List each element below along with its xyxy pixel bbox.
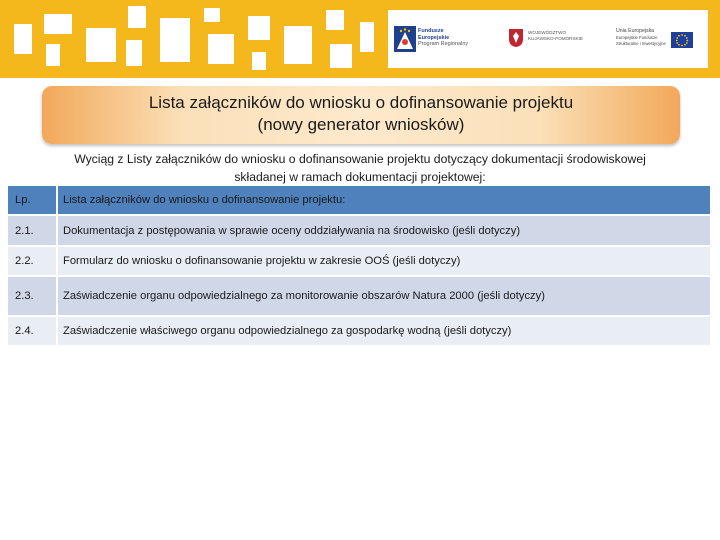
decor-square: [46, 44, 60, 66]
intro-line: Wyciąg z Listy załączników do wniosku o dofinansowanie projektu dotyczący dokumentacji środowiskowej: [74, 152, 646, 166]
decor-square: [128, 6, 146, 28]
logo-fe-line: Europejskie: [418, 34, 450, 41]
decor-square: [252, 52, 266, 70]
region-coat-of-arms-icon: [508, 28, 524, 48]
title-line: (nowy generator wniosków): [257, 115, 465, 134]
decor-square: [160, 18, 190, 62]
intro-text: [20, 150, 700, 186]
cell-lp: 2.1.: [8, 216, 56, 245]
header-cell-list: Lista załączników do wniosku o dofinansowanie projektu:: [58, 186, 710, 214]
decor-square: [326, 10, 344, 30]
decor-square: [86, 28, 116, 62]
decor-square: [14, 24, 32, 54]
decor-square: [204, 8, 220, 22]
decor-square: [208, 34, 234, 64]
eu-flag-icon: [671, 32, 693, 48]
logo-fe-line: Program Regionalny: [418, 41, 469, 47]
logo-fe-line: Fundusze: [418, 28, 444, 34]
cell-lp: 2.2.: [8, 247, 56, 275]
region-logo-text: [528, 30, 583, 42]
decor-square: [248, 16, 270, 40]
fundusze-europejskie-logo-text: [418, 28, 468, 48]
cell-lp: 2.4.: [8, 317, 56, 345]
logo-eu-sub: Strukturalne i Inwestycyjne: [616, 41, 666, 46]
logo-region-line: KUJAWSKO-POMORSKIE: [528, 36, 583, 41]
decor-square: [330, 44, 352, 68]
logo-region-line: WOJEWÓDZTWO: [528, 30, 567, 35]
attachments-table: [8, 186, 710, 347]
decor-square: [44, 14, 72, 34]
page-title: [42, 86, 680, 144]
cell-text: Formularz do wniosku o dofinansowanie projektu w zakresie OOŚ (jeśli dotyczy): [58, 247, 710, 275]
eu-logo-text: [616, 28, 666, 48]
cell-text: Zaświadczenie właściwego organu odpowiedzialnego za gospodarkę wodną (jeśli dotyczy): [58, 317, 710, 345]
header-band: [0, 0, 720, 78]
cell-text: Dokumentacja z postępowania w sprawie oceny oddziaływania na środowisko (jeśli dotyczy): [58, 216, 710, 245]
intro-line: składanej w ramach dokumentacji projektowej:: [234, 170, 486, 184]
title-line: Lista załączników do wniosku o dofinansowanie projektu: [148, 93, 574, 112]
table-row: [8, 216, 710, 245]
decor-square: [284, 26, 312, 64]
table-row: [8, 277, 710, 315]
table-row: [8, 317, 710, 345]
logo-eu-title: Unia Europejska: [616, 28, 655, 34]
logo-eu-sub: Europejskie Fundusze: [616, 34, 658, 40]
table-row: [8, 247, 710, 275]
table-header-row: [8, 186, 710, 214]
cell-text: Zaświadczenie organu odpowiedzialnego za monitorowanie obszarów Natura 2000 (jeśli dotyczy): [58, 277, 710, 315]
fundusze-europejskie-icon: [394, 26, 416, 52]
logo-bar: [388, 10, 708, 68]
cell-lp: 2.3.: [8, 277, 56, 315]
decor-square: [360, 22, 374, 52]
decor-square: [126, 40, 142, 66]
header-cell-lp: Lp.: [8, 186, 56, 214]
